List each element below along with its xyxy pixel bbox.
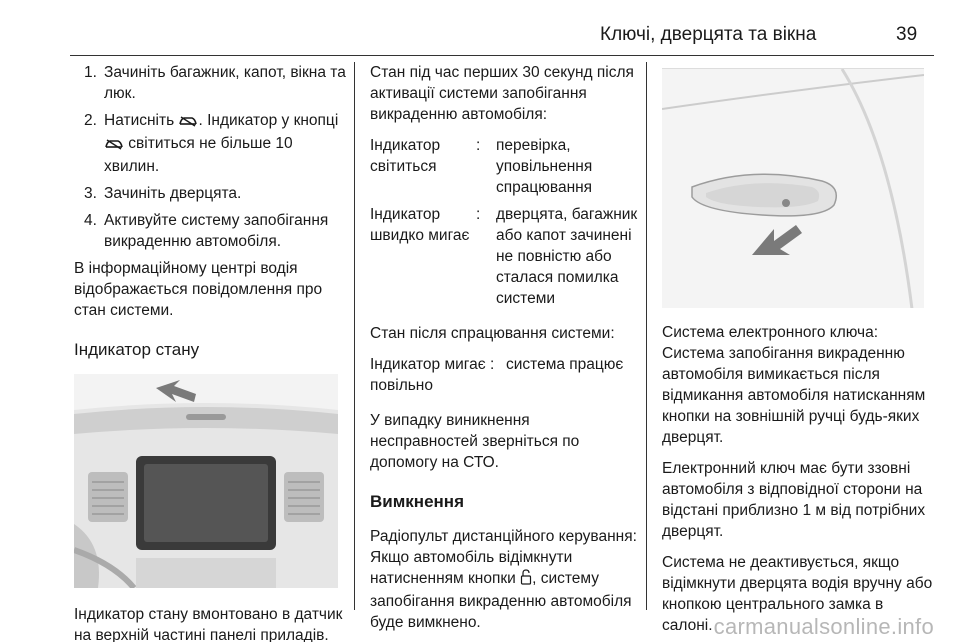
electronic-key-text: Система електронного ключа: Система запобігання викраденню автомобіля вимикається після відмикання автомобіля натисканням кнопки на зовнішній ручці будь-яких дверцят.	[662, 324, 926, 446]
status-intro: Стан під час перших 30 секунд після активації системи запобігання викраденню автомобіля:	[370, 64, 634, 123]
dashboard-illustration	[74, 374, 338, 588]
column-2	[370, 62, 638, 642]
list-item: 3. Зачиніть дверцята.	[84, 185, 242, 202]
indicator-row: Індикатор швидко мигає : дверцята, багажник або капот зачинені не повністю або сталася помилка системи	[370, 206, 638, 307]
malfunction-text: У випадку виникнення несправностей зверніться по допомогу на СТО.	[370, 412, 580, 471]
column-divider-2	[646, 62, 647, 610]
indicator-row: Індикатор мигає повільно : система працює	[370, 356, 624, 394]
after-activation-label: Стан після спрацювання системи:	[370, 325, 615, 342]
door-handle-illustration	[662, 68, 924, 308]
figure-caption: Індикатор стану вмонтовано в датчик на верхній частині панелі приладів.	[74, 606, 343, 642]
info-text: В інформаційному центрі водія відображається повідомлення про стан системи.	[74, 260, 323, 319]
watermark: carmanualsonline.info	[713, 614, 934, 639]
column-3	[662, 62, 934, 642]
page-number: 39	[896, 24, 918, 45]
page-header	[0, 0, 960, 60]
car-alarm-icon	[104, 135, 124, 156]
unlock-icon	[520, 569, 532, 591]
header-rule	[70, 55, 934, 56]
page-title: Ключі, дверцята та вікна	[600, 24, 817, 45]
deactivation-text: Радіопульт дистанційного керування: Якщо автомобіль відімкнути натисненням кнопки , систему запобігання викраденню автомобіля буде вимкнено.	[370, 528, 637, 631]
key-distance-text: Електронний ключ має бути ззовні автомобіля з відповідної сторони на відстані приблизно 1 м від потрібних дверцят.	[662, 460, 926, 540]
page-footer	[0, 612, 960, 642]
list-item: 2. Натисніть . Індикатор у кнопці світиться не більше 10 хвилин.	[84, 112, 339, 175]
list-item: 4. Активуйте систему запобігання викраденню автомобіля.	[84, 212, 329, 250]
column-divider-1	[354, 62, 355, 610]
section-heading: Вимкнення	[370, 492, 464, 511]
indicator-row: Індикатор світиться : перевірка, уповільнення спрацювання	[370, 137, 593, 196]
list-item: 1. Зачиніть багажник, капот, вікна та люк.	[84, 64, 346, 102]
column-1	[74, 62, 346, 642]
car-alarm-icon	[178, 112, 198, 133]
steps-list	[74, 62, 346, 252]
section-heading: Індикатор стану	[74, 340, 200, 359]
manual-unlock-text: Система не деактивується, якщо відімкнути дверцята водія вручну або кнопкою центрального замка в салоні.	[662, 554, 933, 634]
